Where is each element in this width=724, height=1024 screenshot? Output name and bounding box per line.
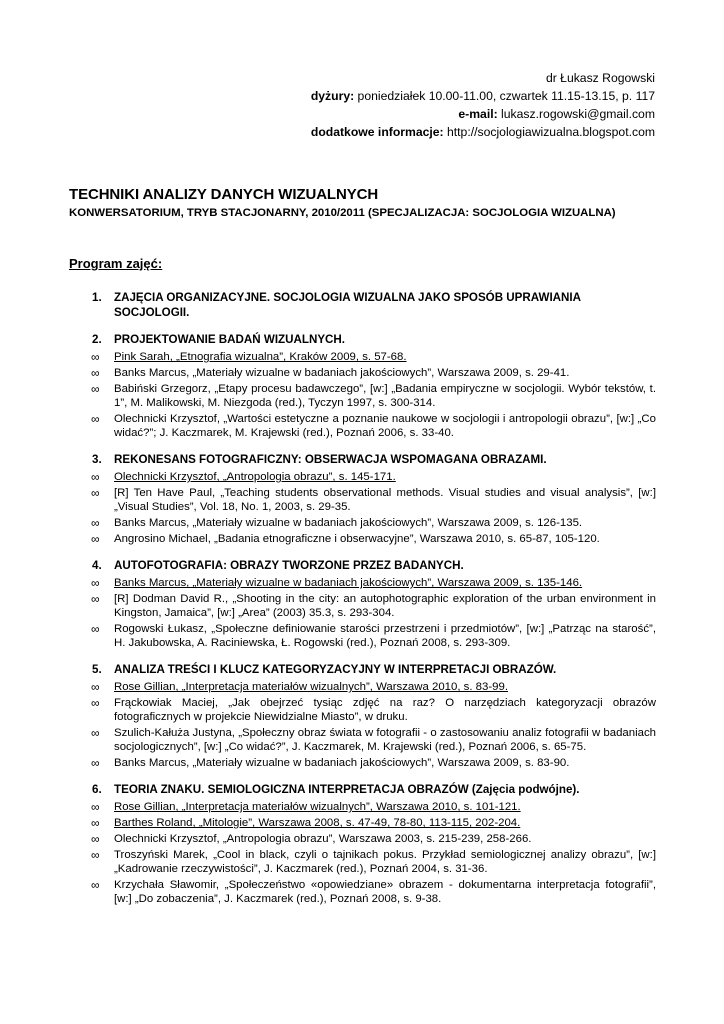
lecturer-name: dr Łukasz Rogowski (545, 71, 655, 85)
document-title: TECHNIKI ANALIZY DANYCH WIZUALNYCH (69, 186, 379, 203)
infinity-bullet-icon: ∞ (91, 366, 100, 380)
reading-reference: Banks Marcus, „Materiały wizualne w badaniach jakościowych”, Warszawa 2009, s. 126-135. (114, 517, 583, 529)
reading-item (69, 486, 656, 514)
reading-item (69, 848, 656, 876)
infinity-bullet-icon: ∞ (91, 800, 100, 814)
infinity-bullet-icon: ∞ (91, 756, 100, 770)
reading-reference: [R] Ten Have Paul, „Teaching students observational methods. Visual studies and visual analysis”, [w:] „Visual Studies”, Vol. 18, No. 1, 2003, s. 29-35. (114, 487, 656, 513)
infinity-bullet-icon: ∞ (91, 680, 100, 694)
reading-item (69, 412, 656, 440)
reading-reference: Rose Gillian, „Interpretacja materiałów wizualnych”, Warszawa 2010, s. 101-121. (114, 801, 521, 813)
duty-label: dyżury: (310, 89, 355, 103)
reading-item (69, 680, 656, 694)
reading-item (69, 696, 656, 724)
infinity-bullet-icon: ∞ (91, 576, 100, 590)
email-line (195, 105, 655, 123)
reading-reference: Angrosino Michael, „Badania etnograficzne i obserwacyjne”, Warszawa 2010, s. 65-87, 105-120. (114, 533, 600, 545)
reading-reference: Olechnicki Krzysztof, „Wartości estetyczne a poznanie naukowe w socjologii i antropologii obrazu”, [w:] „Co widać?”; J. Kaczmarek, M. Krajewski (red.), Poznań 2006, s. 33-40. (114, 413, 656, 439)
section-number: 3. (92, 453, 102, 466)
reading-item (69, 756, 656, 770)
infinity-bullet-icon: ∞ (91, 848, 100, 862)
section-heading (69, 558, 656, 573)
duty-hours (195, 87, 655, 105)
reading-reference: Troszyński Marek, „Cool in black, czyli o tajnikach pokus. Przykład semiologicznej analizy obrazu”, [w:] „Kadrowanie rzeczywistości”, J. Kaczmarek (red.), Poznań 2004, s. 31-36. (114, 849, 656, 875)
infinity-bullet-icon: ∞ (91, 350, 100, 364)
reading-item (69, 470, 656, 484)
infinity-bullet-icon: ∞ (91, 832, 100, 846)
reading-reference: Olechnicki Krzysztof, „Antropologia obrazu”, Warszawa 2003, s. 215-239, 258-266. (114, 833, 532, 845)
contact-block (195, 69, 655, 141)
reading-reference: Babiński Grzegorz, „Etapy procesu badawczego”, [w:] „Badania empiryczne w socjologii. Wybór tekstów, t. 1”, M. Malikowski, M. Niezgoda (red.), Tyczyn 1997, s. 300-314. (114, 383, 656, 409)
program-section (69, 332, 656, 440)
infinity-bullet-icon: ∞ (91, 532, 100, 546)
reading-item (69, 878, 656, 906)
section-title: AUTOFOTOGRAFIA: OBRAZY TWORZONE PRZEZ BADANYCH. (114, 559, 464, 572)
infinity-bullet-icon: ∞ (91, 592, 100, 606)
program-section (69, 558, 656, 650)
program-sections (69, 290, 656, 918)
reading-reference: Banks Marcus, „Materiały wizualne w badaniach jakościowych”, Warszawa 2009, s. 135-146. (114, 577, 583, 589)
reading-item (69, 800, 656, 814)
reading-reference: Frąckowiak Maciej, „Jak obejrzeć tysiąc zdjęć na raz? O narzędziach kategoryzacji obrazów fotograficznych w projekcie Niewidzialne Miasto”, w druku. (114, 697, 656, 723)
program-section (69, 452, 656, 546)
email-label: e-mail: (458, 107, 498, 121)
section-title: PROJEKTOWANIE BADAŃ WIZUALNYCH. (114, 333, 346, 346)
section-number: 1. (92, 291, 102, 304)
title-block (69, 186, 669, 221)
program-section (69, 782, 656, 906)
reading-reference: Rose Gillian, „Interpretacja materiałów wizualnych”, Warszawa 2010, s. 83-99. (114, 681, 508, 693)
section-number: 2. (92, 333, 102, 346)
reading-reference: Rogowski Łukasz, „Społeczne definiowanie starości przestrzeni i przedmiotów”, [w:] „Patrząc na starość”, H. Jakubowska, A. Raciniewska, Ł. Rogowski (red.), Poznań 2008, s. 293-309. (114, 623, 656, 649)
section-heading (69, 782, 656, 797)
infinity-bullet-icon: ∞ (91, 470, 100, 484)
program-heading: Program zajęć: (69, 256, 163, 271)
section-title: REKONESANS FOTOGRAFICZNY: OBSERWACJA WSPOMAGANA OBRAZAMI. (114, 453, 547, 466)
reading-item (69, 622, 656, 650)
document-subtitle: KONWERSATORIUM, TRYB STACJONARNY, 2010/2011 (SPECJALIZACJA: SOCJOLOGIA WIZUALNA) (69, 207, 616, 219)
section-heading (69, 332, 656, 347)
reading-item (69, 592, 656, 620)
reading-item (69, 576, 656, 590)
reading-item (69, 532, 656, 546)
infinity-bullet-icon: ∞ (91, 726, 100, 740)
section-title: ZAJĘCIA ORGANIZACYJNE. SOCJOLOGIA WIZUALNA JAKO SPOSÓB UPRAWIANIA SOCJOLOGII. (114, 291, 581, 319)
infinity-bullet-icon: ∞ (91, 878, 100, 892)
info-line (195, 123, 655, 141)
program-section (69, 662, 656, 770)
reading-item (69, 832, 656, 846)
infinity-bullet-icon: ∞ (91, 486, 100, 500)
infinity-bullet-icon: ∞ (91, 816, 100, 830)
section-title: ANALIZA TREŚCI I KLUCZ KATEGORYZACYJNY W INTERPRETACJI OBRAZÓW. (114, 663, 557, 676)
section-number: 4. (92, 559, 102, 572)
reading-reference: Pink Sarah, „Etnografia wizualna”, Kraków 2009, s. 57-68. (114, 351, 407, 363)
section-title: TEORIA ZNAKU. SEMIOLOGICZNA INTERPRETACJA OBRAZÓW (Zajęcia podwójne). (114, 783, 580, 796)
section-number: 5. (92, 663, 102, 676)
reading-item (69, 350, 656, 364)
reading-reference: Olechnicki Krzysztof, „Antropologia obrazu”, s. 145-171. (114, 471, 396, 483)
section-heading (69, 290, 656, 320)
reading-item (69, 516, 656, 530)
infinity-bullet-icon: ∞ (91, 622, 100, 636)
reading-item (69, 366, 656, 380)
section-number: 6. (92, 783, 102, 796)
section-heading (69, 452, 656, 467)
infinity-bullet-icon: ∞ (91, 382, 100, 396)
reading-reference: Banks Marcus, „Materiały wizualne w badaniach jakościowych”, Warszawa 2009, s. 83-90. (114, 757, 570, 769)
infinity-bullet-icon: ∞ (91, 696, 100, 710)
reading-reference: Banks Marcus, „Materiały wizualne w badaniach jakościowych”, Warszawa 2009, s. 29-41. (114, 367, 570, 379)
reading-reference: Barthes Roland, „Mitologie”, Warszawa 2008, s. 47-49, 78-80, 113-115, 202-204. (114, 817, 521, 829)
duty-value: poniedziałek 10.00-11.00, czwartek 11.15-13.15, p. 117 (354, 89, 655, 103)
program-section (69, 290, 656, 320)
email-value: lukasz.rogowski@gmail.com (497, 107, 655, 121)
reading-item (69, 816, 656, 830)
info-value: http://socjologiawizualna.blogspot.com (443, 125, 655, 139)
info-label: dodatkowe informacje: (310, 125, 444, 139)
reading-item (69, 382, 656, 410)
infinity-bullet-icon: ∞ (91, 516, 100, 530)
infinity-bullet-icon: ∞ (91, 412, 100, 426)
reading-reference: [R] Dodman David R., „Shooting in the city: an autophotographic exploration of the urban environment in Kingston, Jamaica”, [w:] „Area” (2003) 35.3, s. 293-304. (114, 593, 656, 619)
reading-reference: Krzychała Sławomir, „Społeczeństwo «opowiedziane» obrazem - dokumentarna interpretacja fotografii”, [w:] „Do zobaczenia”, J. Kaczmarek (red.), Poznań 2008, s. 9-38. (114, 879, 656, 905)
reading-reference: Szulich-Kałuża Justyna, „Społeczny obraz świata w fotografii - o zastosowaniu analiz fotografii w badaniach socjologicznych”, [w:] „Co widać?”, J. Kaczmarek, M. Krajewski (red.), Poznań 2006, s. 65-75. (114, 727, 656, 753)
reading-item (69, 726, 656, 754)
section-heading (69, 662, 656, 677)
